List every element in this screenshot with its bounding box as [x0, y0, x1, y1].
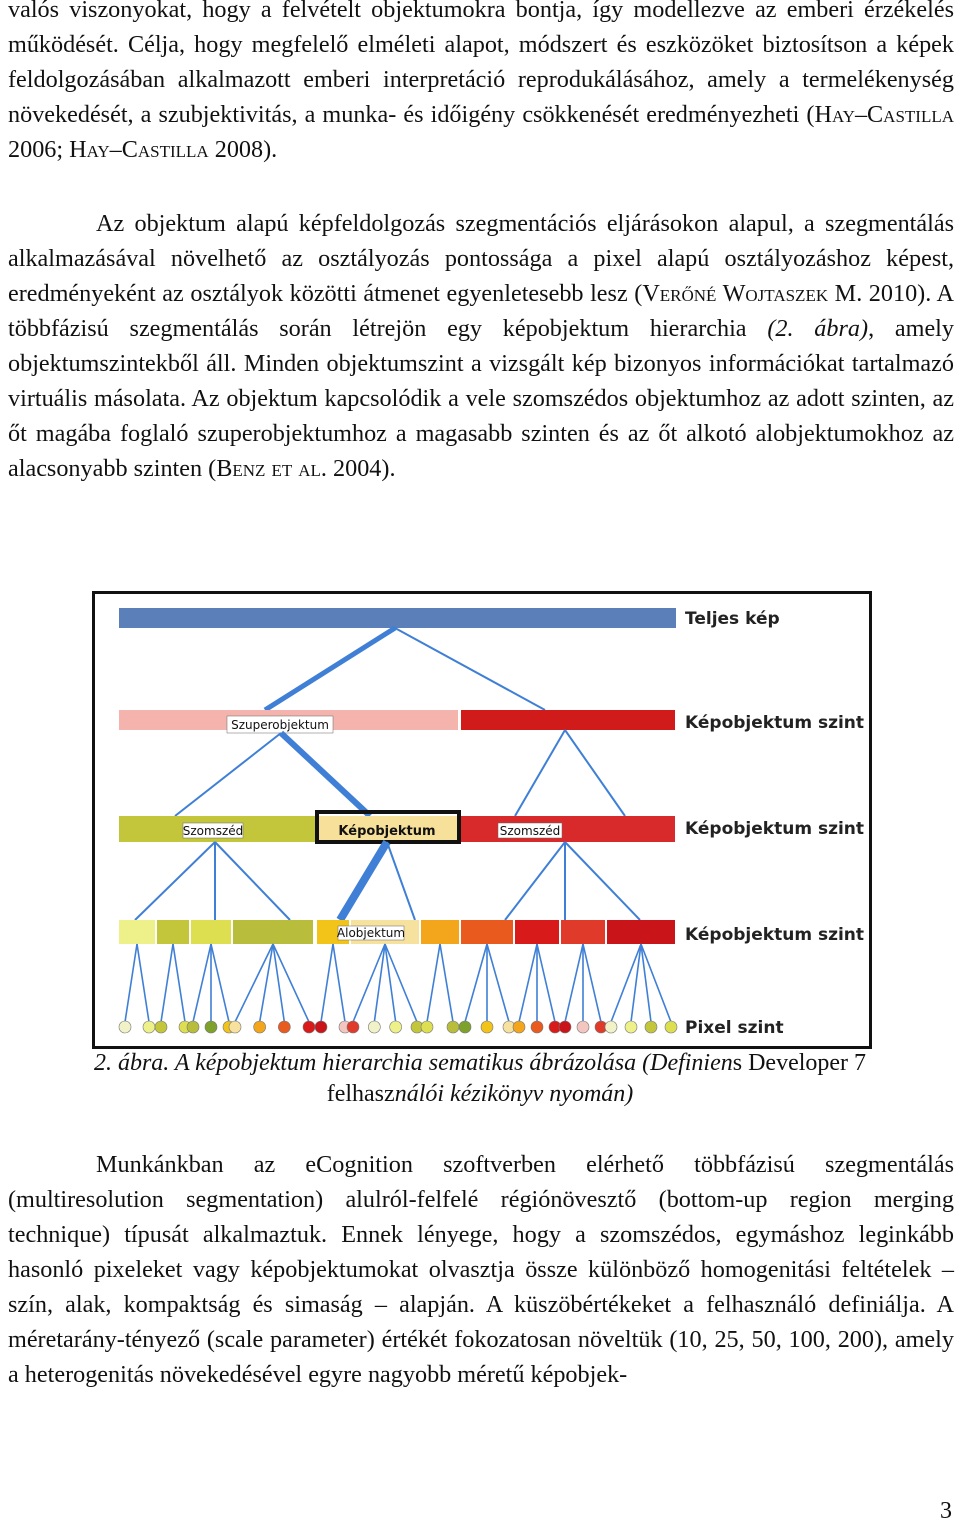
pixel-level-label: Pixel szint [685, 1018, 784, 1038]
pixel-link-line [427, 944, 440, 1022]
pixel-circle [143, 1021, 155, 1033]
p1-text-1: valós viszonyokat, hogy a felvételt objektumokra bontja, így modellezve az emberi érzékelés működését. Célja, hogy megfelelő elméleti alapot, módszert és eszközöket biztosítson a képek feldolgozásában alkalmazott emberi interpretáció reprodukálásához, amely a termelékenység növekedését, a szubjektivitás, a munka- és időigény csökkenését eredményezheti ( [8, 0, 954, 128]
p1-text-3: 2008). [208, 136, 278, 163]
neighbor-left-label: Szomszéd [182, 824, 244, 838]
figure-caption [0, 1048, 960, 1110]
neighbor-right-bar [461, 816, 675, 842]
caption-line2-normal: felhasz [326, 1081, 395, 1107]
caption-line1-normal: s Developer 7 [732, 1050, 867, 1076]
p2-text-2: M. 2010). A többfázisú szegmentálás során létrejön egy képobjektum hierarchia [8, 280, 954, 342]
p1-citation-2: Hay–Castilla [69, 136, 209, 163]
pixel-circle [605, 1021, 617, 1033]
pixel-link-line [321, 944, 333, 1022]
p2-text-3: , amely objektumszintekből áll. Minden objektumszint a vizsgált kép bizonyos információkat tartalmazó virtuális másolata. Az objektum kapcsolódik a vele szomszédos objektumhoz az adott szinten, az őt magába foglaló szuperobjektumhoz a magasabb szinten és az őt alkotó alobjektumokhoz az alacsonyabb szinten ( [8, 315, 954, 482]
p2-text-1: Az objektum alapú képfeldolgozás szegmentációs eljárásokon alapul, a szegmentálás alkalmazásával növelhető az osztályozás pontossága a pixel alapú osztályozáshoz képest, eredményeként az osztályok közötti átmenet egyenletesebb lesz ( [8, 210, 954, 307]
subobject-label: Alobjektum [336, 926, 406, 940]
pixel-circle [155, 1021, 167, 1033]
pixel-link-line [487, 944, 509, 1022]
level-full-image-label: Teljes kép [685, 609, 780, 629]
pixel-link-line [465, 944, 487, 1022]
superobject-label: Szuperobjektum [231, 718, 329, 732]
pixel-circle [205, 1021, 217, 1033]
pixel-circle [577, 1021, 589, 1033]
pixel-circle [347, 1021, 359, 1033]
pixel-circle [625, 1021, 637, 1033]
pixel-link-line [583, 944, 601, 1022]
pixel-link-line [235, 944, 273, 1022]
p2-figure-ref: (2. ábra) [767, 315, 869, 342]
level1-right-bar [461, 710, 675, 730]
pixel-link-line [125, 944, 137, 1022]
pixel-link-line [193, 944, 211, 1022]
image-object-label: Képobjektum [338, 824, 436, 839]
pixel-circle [368, 1021, 380, 1033]
pixel-circle [447, 1021, 459, 1033]
level-1-label: Képobjektum szint [685, 713, 865, 733]
pixel-link-line [537, 944, 555, 1022]
pixel-link-line [440, 944, 453, 1022]
paragraph-1 [8, 0, 954, 167]
link-line [265, 628, 395, 710]
pixel-circle [303, 1021, 315, 1033]
pixel-circle [187, 1021, 199, 1033]
pixel-link-line [161, 944, 173, 1022]
pixel-link-line [137, 944, 149, 1022]
pixel-circle [513, 1021, 525, 1033]
pixel-circle [459, 1021, 471, 1033]
neighbor-right-label: Szomszéd [499, 824, 561, 838]
p2-text-4: 2004). [326, 455, 396, 482]
hierarchy-diagram [95, 594, 869, 1046]
page-number: 3 [940, 1498, 952, 1524]
pixel-link-line [519, 944, 537, 1022]
link-line [395, 628, 545, 710]
level-2-label: Képobjektum szint [685, 819, 865, 839]
p2-citation-2: Benz et al. [216, 455, 327, 482]
pixel-circle [481, 1021, 493, 1033]
p2-citation-1: Verőné Wojtaszek [642, 280, 829, 307]
pixel-link-line [173, 944, 185, 1022]
full-image-bar [119, 608, 676, 628]
pixel-circle [665, 1021, 677, 1033]
pixel-link-line [260, 944, 273, 1022]
pixel-circle [390, 1021, 402, 1033]
pixel-circle [645, 1021, 657, 1033]
paragraph-3: Munkánkban az eCognition szoftverben elérhető többfázisú szegmentálás (multiresolution segmentation) alulról-felfelé régiónövesztő (bottom-up region merging technique) típusát alkalmaztuk. Ennek lényege, hogy a szomszédos, egymáshoz leginkább hasonló pixeleket vagy képobjektumokat olvasztja össze különböző homogenitási feltételek – szín, alak, kompaktság és simaság – alapján. A küszöbértékeket a felhasználó definiálja. A méretarány-tényező (scale parameter) értékét fokozatosan növeltük (10, 25, 50, 100, 200), amely a heterogenitás növekedésével egyre nagyobb méretű képobjek- [8, 1151, 954, 1388]
pixel-level [119, 944, 677, 1033]
pixel-circle [278, 1021, 290, 1033]
pixel-link-line [333, 944, 345, 1022]
pixel-circle [254, 1021, 266, 1033]
pixel-circle [229, 1021, 241, 1033]
pixel-link-line [211, 944, 229, 1022]
pixel-circle [119, 1021, 131, 1033]
caption-line2-italic: nálói kézikönyv nyomán) [394, 1081, 634, 1107]
pixel-circle [531, 1021, 543, 1033]
paragraph-2 [8, 206, 954, 486]
pixel-circle [559, 1021, 571, 1033]
pixel-link-line [565, 944, 583, 1022]
p1-citation-1: Hay–Castilla [814, 101, 954, 128]
p1-text-2: 2006; [8, 136, 70, 163]
caption-line1-italic: 2. ábra. A képobjektum hierarchia sematikus ábrázolása (Definien [93, 1050, 733, 1076]
hierarchy-figure [92, 591, 872, 1049]
pixel-circle [421, 1021, 433, 1033]
pixel-circle [315, 1021, 327, 1033]
level-3-label: Képobjektum szint [685, 925, 865, 945]
